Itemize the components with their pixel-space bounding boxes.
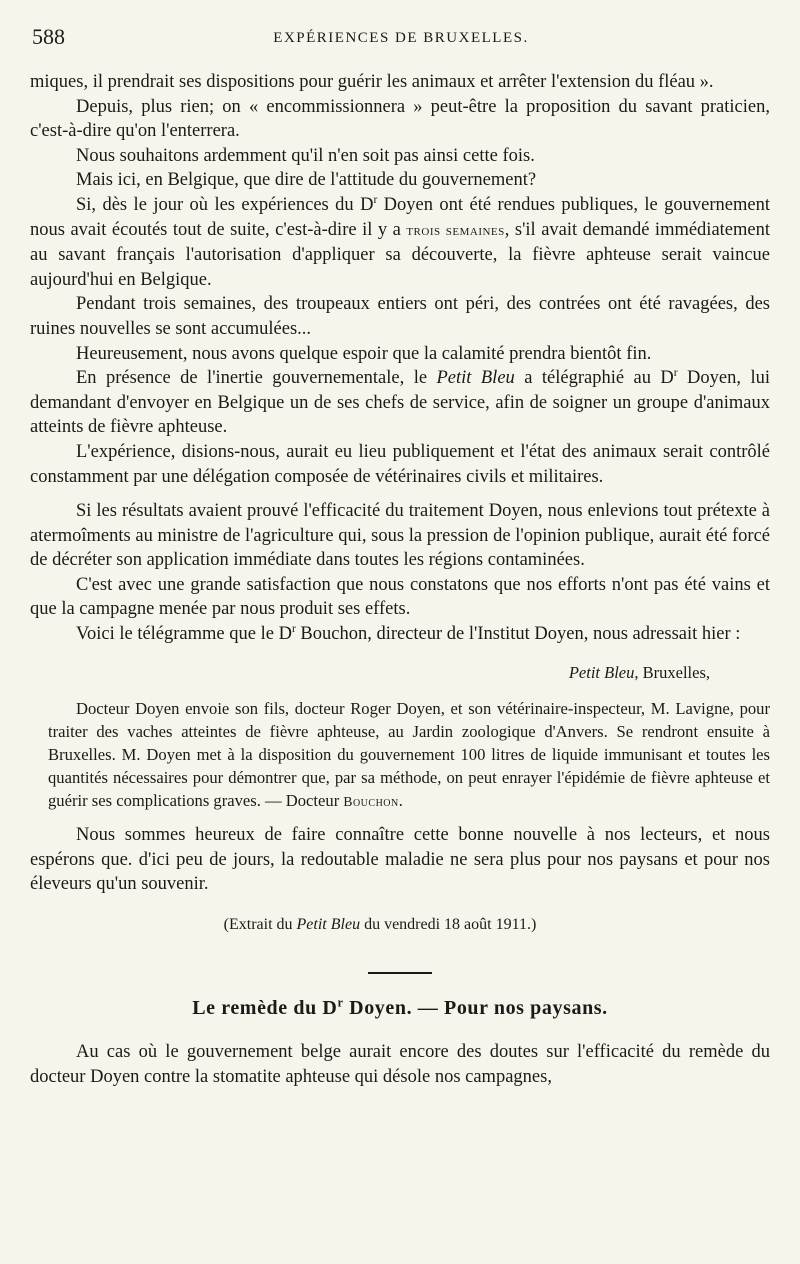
text-run: , Bruxelles,	[634, 662, 710, 682]
text-run: du vendredi 18 août 1911.)	[360, 916, 537, 934]
superscript: r	[373, 193, 378, 206]
text-run: Bouchon, directeur de l'Institut Doyen, nous adressait hier :	[295, 624, 741, 645]
text-run: a télégraphié au D	[514, 368, 674, 389]
superscript: r	[673, 366, 678, 379]
spacer	[30, 813, 770, 823]
paragraph: Nous souhaitons ardemment qu'il n'en soit pas ainsi cette fois.	[76, 145, 535, 166]
running-title: EXPÉRIENCES DE BRUXELLES.	[273, 30, 529, 46]
paragraph: Si les résultats avaient prouvé l'efficacité du traitement Doyen, nous enlevions tout prétexte à atermoîments au ministre de l'agriculture qui, sous la pression de l'opinion publique, aurait été forcé de décréter son application immédiate dans toutes les régions contaminées.	[30, 501, 770, 571]
text-run: Doyen, lui demandant d'envoyer en Belgique un de ses chefs de service, afin de soigner un groupe d'animaux atteints de fièvre aphteuse.	[30, 368, 770, 438]
paragraph: Depuis, plus rien; on « encommissionnera » peut-être la proposition du savant praticien, c'est-à-dire qu'on l'enterrera.	[30, 96, 770, 142]
section-title	[30, 996, 770, 1021]
signature: Bouchon	[343, 794, 399, 810]
newspaper-name: Petit Bleu	[436, 368, 515, 389]
body-text	[30, 70, 770, 1089]
text-run: Voici le télégramme que le D	[76, 624, 292, 645]
page-header	[32, 18, 770, 52]
newspaper-name: Petit Bleu	[296, 916, 361, 934]
superscript: r	[291, 622, 296, 635]
paragraph: Heureusement, nous avons quelque espoir que la calamité prendra bientôt fin.	[76, 343, 652, 364]
source-citation	[30, 913, 770, 938]
paragraph: L'expérience, disions-nous, aurait eu lieu publiquement et l'état des animaux serait contrôlé constamment par une délégation composée de vétérinaires civils et militaires.	[30, 441, 770, 487]
telegram-text	[48, 697, 770, 813]
newspaper-name: Petit Bleu	[568, 662, 635, 682]
paragraph: Mais ici, en Belgique, que dire de l'attitude du gouvernement?	[76, 170, 537, 191]
paragraph: Au cas où le gouvernement belge aurait encore des doutes sur l'efficacité du remède du docteur Doyen contre la stomatite aphteuse qui désole nos campagnes,	[30, 1042, 770, 1087]
small-caps-text: trois semaines	[406, 221, 505, 239]
text-run: Doyen. — Pour nos paysans.	[343, 996, 608, 1019]
paragraph-continued: miques, il prendrait ses dispositions pour guérir les animaux et arrêter l'extension du fléau ».	[30, 72, 714, 92]
text-run: (Extrait du	[223, 916, 297, 934]
paragraph: C'est avec une grande satisfaction que nous constatons que nos efforts n'ont pas été vains et que la campagne menée par nous produit ses effets.	[30, 574, 770, 620]
text-run: En présence de l'inertie gouvernementale, le	[76, 368, 437, 389]
text-run: Docteur Doyen envoie son fils, docteur Roger Doyen, et son vétérinaire-inspecteur, M. Lavigne, pour traiter des vaches atteintes de fièvre aphteuse, au Jardin zoologique d'Anvers. Se rendront ensuite à Bruxelles. M. Doyen met à la disposition du gouvernement 100 litres de liquide immunisant et toutes les quantités nécessaires pour démontrer que, par sa méthode, on peut enrayer l'épidémie de fièvre aphteuse et guérir ses complications graves. — Docteur	[48, 699, 770, 811]
paragraph	[30, 622, 770, 647]
telegram	[48, 697, 770, 813]
spacer	[30, 489, 770, 499]
section-divider	[368, 972, 432, 974]
text-run: Doyen ont été rendues publiques, le gouvernement nous avait écoutés tout de suite, c'est-à-dire il y a	[30, 194, 770, 240]
text-run: , s'il avait demandé immédiatement au savant français l'autorisation d'appliquer sa découverte, la fièvre aphteuse serait vaincue aujourd'hui en Belgique.	[30, 219, 770, 290]
telegram-addressee	[30, 661, 770, 686]
page-number: 588	[32, 24, 65, 49]
paragraph: Nous sommes heureux de faire connaître cette bonne nouvelle à nos lecteurs, et nous espérons que. d'ici peu de jours, la redoutable maladie ne sera plus pour nos paysans et pour nos éleveurs qu'un souvenir.	[30, 825, 770, 895]
superscript: r	[337, 994, 344, 1009]
text-run: Le remède du D	[192, 996, 338, 1019]
text-run: Si, dès le jour où les expériences du D	[76, 194, 374, 215]
paragraph	[30, 366, 770, 440]
text-run: .	[398, 791, 403, 811]
paragraph: Pendant trois semaines, des troupeaux entiers ont péri, des contrées ont été ravagées, des ruines nouvelles se sont accumulées...	[30, 294, 770, 339]
paragraph	[30, 193, 770, 292]
